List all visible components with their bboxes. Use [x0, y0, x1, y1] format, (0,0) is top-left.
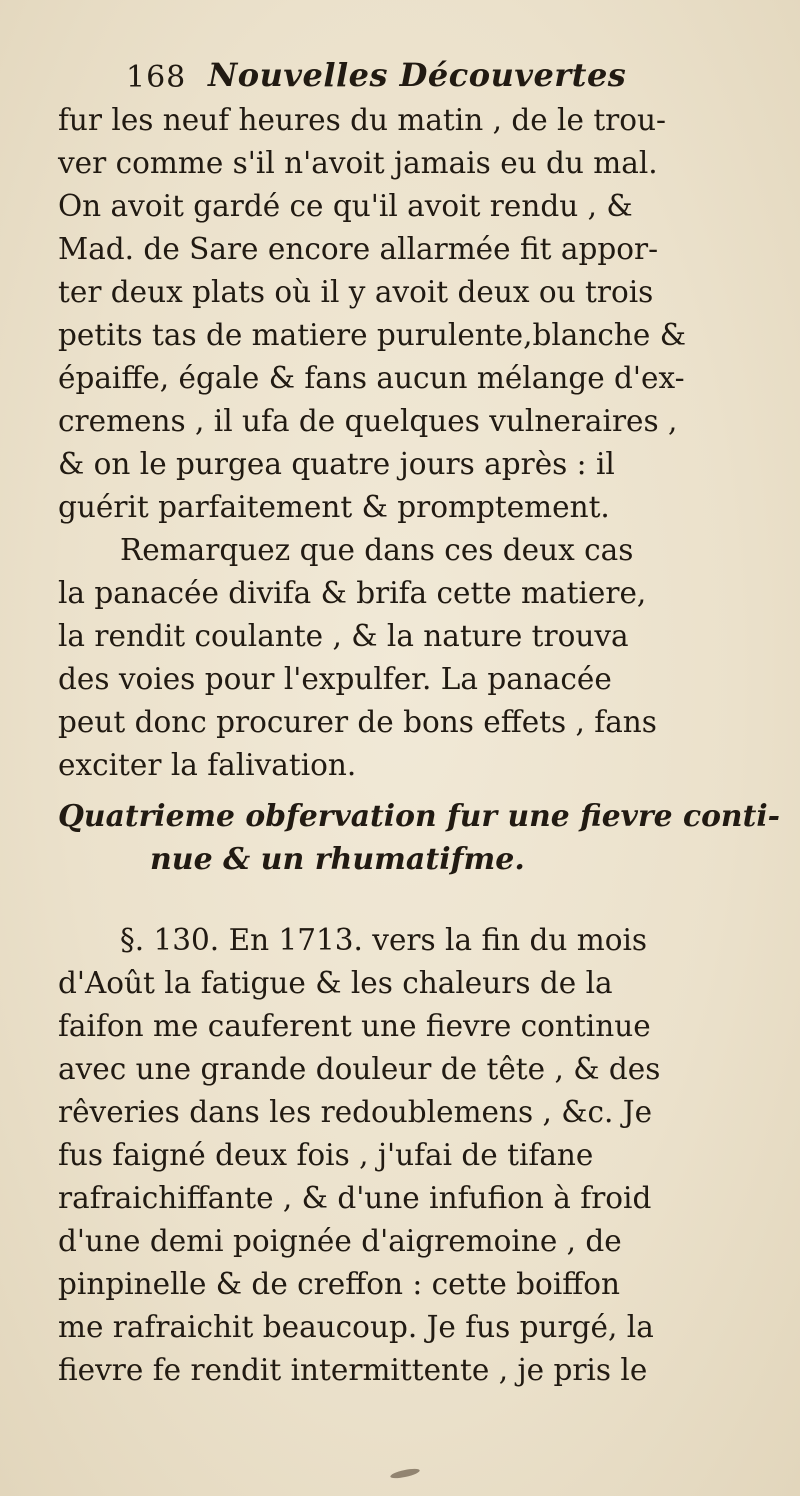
text-line: fus faigné deux fois , j'ufai de tifane — [58, 1138, 594, 1172]
text-line: On avoit gardé ce qu'il avoit rendu , & — [58, 189, 633, 223]
section-heading-line-1: Quatrieme obfervation fur une fievre conti- — [58, 799, 780, 834]
text-line: exciter la falivation. — [58, 748, 357, 782]
text-line: des voies pour l'expulfer. La panacée — [58, 662, 612, 696]
text-line: d'Août la fatigue & les chaleurs de la — [58, 966, 613, 1000]
page-header — [126, 56, 746, 102]
text-line: pinpinelle & de creffon : cette boiffon — [58, 1267, 620, 1301]
text-line: guérit parfaitement & promptement. — [58, 490, 610, 524]
text-line: peut donc procurer de bons effets , fans — [58, 705, 657, 739]
text-line: la panacée divifa & brifa cette matiere, — [58, 576, 647, 610]
text-line: Remarquez que dans ces deux cas — [120, 533, 634, 567]
text-line: fievre fe rendit intermittente , je pris le — [58, 1353, 648, 1387]
text-line: faifon me cauferent une fievre continue — [58, 1009, 651, 1043]
text-line: Mad. de Sare encore allarmée fit appor- — [58, 232, 659, 266]
text-line: la rendit coulante , & la nature trouva — [58, 619, 629, 653]
text-line: d'une demi poignée d'aigremoine , de — [58, 1224, 622, 1258]
text-line: ver comme s'il n'avoit jamais eu du mal. — [58, 146, 658, 180]
text-line: cremens , il ufa de quelques vulneraires , — [58, 404, 678, 438]
text-line: & on le purgea quatre jours après : il — [58, 447, 615, 481]
text-line: §. 130. En 1713. vers la fin du mois — [120, 923, 648, 957]
text-line: épaiffe, égale & fans aucun mélange d'ex- — [58, 361, 685, 395]
text-line: avec une grande douleur de tête , & des — [58, 1052, 661, 1086]
text-line: rêveries dans les redoublemens , &c. Je — [58, 1095, 653, 1129]
page-number: 168 — [126, 60, 187, 95]
text-line: me rafraichit beaucoup. Je fus purgé, la — [58, 1310, 654, 1344]
text-line: ter deux plats où il y avoit deux ou trois — [58, 275, 654, 309]
running-title: Nouvelles Découvertes — [208, 56, 627, 94]
ink-speck — [390, 1467, 421, 1480]
text-line: rafraichiffante , & d'une infufion à froid — [58, 1181, 652, 1215]
text-line: fur les neuf heures du matin , de le trou- — [58, 103, 667, 137]
section-heading-line-2: nue & un rhumatifme. — [150, 842, 525, 877]
text-line: petits tas de matiere purulente,blanche & — [58, 318, 687, 352]
